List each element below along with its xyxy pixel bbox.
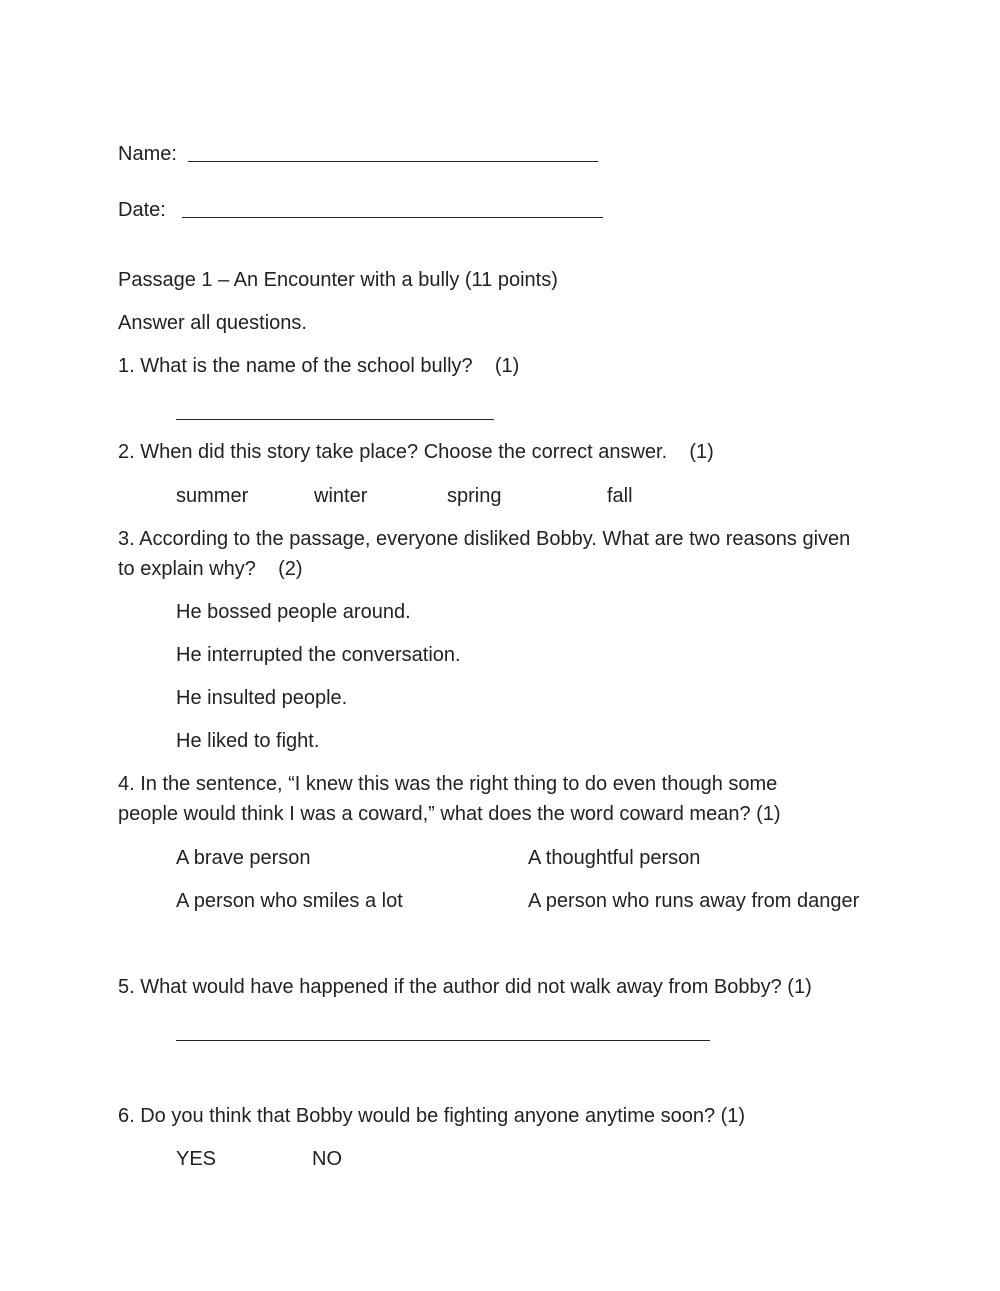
question-4-option-runs-away[interactable]: A person who runs away from danger [528, 890, 860, 912]
name-label: Name: [118, 143, 177, 165]
question-4-option-brave[interactable]: A brave person [176, 847, 311, 869]
question-6-option-yes[interactable]: YES [176, 1148, 217, 1170]
question-2-option-winter[interactable]: winter [314, 485, 368, 507]
question-2-option-fall[interactable]: fall [607, 485, 633, 507]
date-label: Date: [118, 199, 166, 221]
question-4-option-smiles[interactable]: A person who smiles a lot [176, 890, 403, 912]
date-field[interactable] [182, 217, 603, 218]
question-3-option-1[interactable]: He bossed people around. [176, 601, 411, 623]
question-4-option-thoughtful[interactable]: A thoughtful person [528, 847, 701, 869]
question-3-text-line-2: to explain why? (2) [118, 558, 303, 580]
question-2-option-summer[interactable]: summer [176, 485, 249, 507]
question-1-text: 1. What is the name of the school bully? (1) [118, 355, 520, 377]
question-5-answer-line[interactable] [176, 1040, 710, 1041]
question-5-text: 5. What would have happened if the author did not walk away from Bobby? (1) [118, 976, 812, 998]
name-field[interactable] [188, 161, 598, 162]
question-2-text: 2. When did this story take place? Choose the correct answer. (1) [118, 441, 714, 463]
instructions: Answer all questions. [118, 312, 307, 334]
passage-title: Passage 1 – An Encounter with a bully (11 points) [118, 269, 558, 291]
question-4-text-line-2: people would think I was a coward,” what does the word coward mean? (1) [118, 803, 781, 825]
question-3-option-2[interactable]: He interrupted the conversation. [176, 644, 461, 666]
question-3-option-4[interactable]: He liked to fight. [176, 730, 320, 752]
question-2-option-spring[interactable]: spring [447, 485, 502, 507]
question-6-option-no[interactable]: NO [312, 1148, 342, 1170]
question-1-answer-line[interactable] [176, 419, 494, 420]
question-3-option-3[interactable]: He insulted people. [176, 687, 348, 709]
question-3-text-line-1: 3. According to the passage, everyone disliked Bobby. What are two reasons given [118, 528, 851, 550]
question-6-text: 6. Do you think that Bobby would be fighting anyone anytime soon? (1) [118, 1105, 746, 1127]
question-4-text-line-1: 4. In the sentence, “I knew this was the right thing to do even though some [118, 773, 778, 795]
